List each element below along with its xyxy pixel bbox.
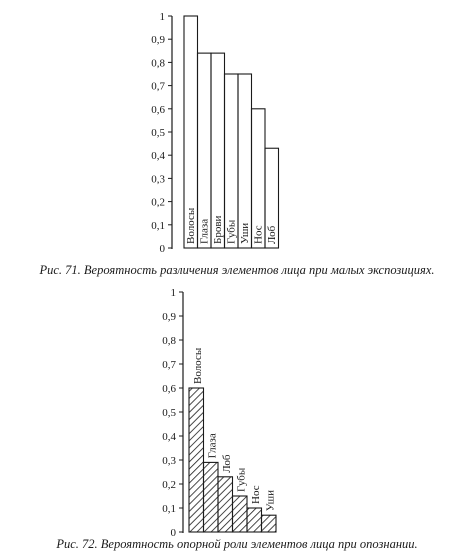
bar — [238, 74, 252, 248]
bar — [189, 388, 204, 532]
y-tick-label: 0,3 — [151, 173, 165, 186]
bar-category-label: Волосы — [192, 347, 204, 384]
y-tick-label: 0,4 — [162, 431, 176, 443]
y-tick-label: 1 — [159, 11, 165, 23]
y-tick-label: 0,1 — [162, 503, 176, 515]
y-tick-label: 0,9 — [162, 311, 176, 323]
bar-category-label: Глаза — [198, 218, 211, 244]
chart-face-elements-discrimination — [151, 11, 278, 255]
bar-category-label: Волосы — [185, 207, 197, 244]
y-tick-label: 0,8 — [162, 335, 176, 347]
bar — [218, 477, 233, 532]
y-tick-label: 0,2 — [162, 479, 176, 491]
y-tick-label: 0,6 — [162, 383, 176, 395]
bar-category-label: Глаза — [206, 433, 219, 459]
figure-72-caption: Рис. 72. Вероятность опорной роли элементов лица при опознании. — [56, 537, 418, 551]
y-tick-label: 0,5 — [162, 407, 176, 419]
bar-category-label: Лоб — [266, 225, 278, 244]
y-tick-label: 0,3 — [162, 455, 176, 467]
bar — [204, 462, 219, 532]
bar — [233, 496, 248, 532]
y-tick-label: 0,7 — [162, 359, 176, 371]
bar-category-label: Губы — [225, 219, 238, 244]
y-tick-label: 0,1 — [151, 219, 165, 232]
y-tick-label: 0 — [159, 243, 165, 255]
bar-category-label: Лоб — [221, 454, 233, 473]
bar-category-label: Нос — [252, 225, 265, 244]
bar — [198, 53, 212, 248]
bar-category-label: Брови — [212, 215, 224, 244]
y-tick-label: 1 — [170, 287, 176, 299]
y-tick-label: 0,6 — [151, 103, 165, 116]
bar — [247, 508, 262, 532]
bar-category-label: Нос — [250, 485, 262, 504]
y-tick-label: 0,7 — [151, 80, 165, 93]
y-tick-label: 0,8 — [151, 57, 165, 70]
y-tick-label: 0,5 — [151, 127, 165, 139]
bar-category-label: Уши — [239, 222, 251, 244]
y-tick-label: 0,9 — [151, 34, 165, 47]
y-tick-label: 0,4 — [151, 150, 165, 163]
bar — [262, 515, 277, 532]
bar-category-label: Уши — [264, 490, 277, 512]
y-tick-label: 0,2 — [151, 196, 165, 209]
y-tick-label: 0 — [170, 527, 176, 539]
chart-face-elements-reference-role — [162, 287, 276, 539]
figure-71-caption: Рис. 71. Вероятность различения элементов лица при малых экспозициях. — [39, 263, 435, 277]
bar-category-label: Губы — [235, 467, 248, 492]
